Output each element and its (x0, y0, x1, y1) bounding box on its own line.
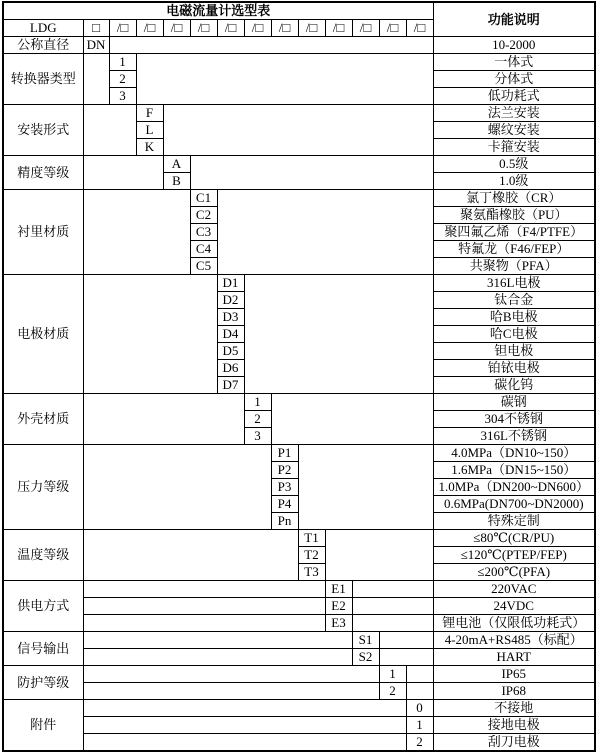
spacer-cell (271, 394, 433, 445)
group-label-cell: 供电方式 (3, 581, 83, 632)
option-code-cell: F (136, 105, 163, 122)
table-row (3, 530, 595, 547)
option-code-cell: E2 (325, 598, 352, 615)
spacer-cell (406, 683, 433, 700)
model-slot-cell: /□ (109, 20, 136, 37)
option-code-cell: 2 (406, 734, 433, 752)
spacer-cell (83, 632, 352, 649)
group-label-cell: 转换器类型 (3, 54, 83, 105)
function-cell: 刮刀电极 (433, 734, 595, 752)
group-label-cell: 电极材质 (3, 275, 83, 394)
spacer-cell (352, 615, 433, 632)
dn-label-cell: 公称直径 (3, 37, 83, 54)
spacer-cell (406, 666, 433, 683)
spacer-cell (352, 598, 433, 615)
function-cell: 氯丁橡胶（CR） (433, 190, 595, 207)
option-code-cell: 3 (244, 428, 271, 445)
spacer-cell (83, 105, 136, 156)
table-row (3, 666, 595, 683)
model-slot-cell: /□ (244, 20, 271, 37)
function-cell: IP68 (433, 683, 595, 700)
table-row (3, 683, 595, 700)
function-cell: HART (433, 649, 595, 666)
table-row (3, 649, 595, 666)
function-cell: 法兰安装 (433, 105, 595, 122)
function-cell: 0.6MPa(DN700~DN2000) (433, 496, 595, 513)
option-code-cell: S2 (352, 649, 379, 666)
spacer-cell (83, 530, 298, 581)
spacer-cell (190, 156, 433, 190)
function-cell: 4-20mA+RS485（标配） (433, 632, 595, 649)
spacer-cell (83, 275, 217, 394)
table-row (3, 394, 595, 411)
function-cell: ≤200℃(PFA) (433, 564, 595, 581)
page (0, 1, 600, 750)
spacer-cell (83, 598, 325, 615)
option-code-cell: 3 (109, 88, 136, 105)
table-row (3, 445, 595, 462)
group-label-cell: 精度等级 (3, 156, 83, 190)
option-code-cell: T1 (298, 530, 325, 547)
model-slot-cell: /□ (379, 20, 406, 37)
spacer-cell (83, 683, 379, 700)
option-code-cell: T3 (298, 564, 325, 581)
option-code-cell: C1 (190, 190, 217, 207)
spacer-cell (83, 581, 325, 598)
option-code-cell: D7 (217, 377, 244, 394)
spacer-cell (136, 54, 433, 105)
spacer-cell (217, 190, 433, 275)
function-cell: 1.6MPa（DN15~150） (433, 462, 595, 479)
function-cell: 1.0MPa（DN200~DN600） (433, 479, 595, 496)
function-cell: ≤120℃(PTEP/FEP) (433, 547, 595, 564)
option-code-cell: K (136, 139, 163, 156)
option-code-cell: 2 (379, 683, 406, 700)
function-cell: 哈B电极 (433, 309, 595, 326)
function-cell: 低功耗式 (433, 88, 595, 105)
function-cell: 1.0级 (433, 173, 595, 190)
spacer-cell (163, 105, 433, 156)
function-cell: 聚四氟乙烯（F4/PTFE） (433, 224, 595, 241)
option-code-cell: L (136, 122, 163, 139)
table-title: 电磁流量计选型表 (3, 2, 433, 20)
spacer-cell (83, 649, 352, 666)
table-row (3, 581, 595, 598)
function-cell: 316L不锈钢 (433, 428, 595, 445)
option-code-cell: T2 (298, 547, 325, 564)
option-code-cell: P1 (271, 445, 298, 462)
function-cell: 卡箍安装 (433, 139, 595, 156)
option-code-cell: C2 (190, 207, 217, 224)
option-code-cell: 0 (406, 700, 433, 717)
function-cell: 螺纹安装 (433, 122, 595, 139)
function-cell: 碳钢 (433, 394, 595, 411)
spacer-cell (244, 275, 433, 394)
spacer-cell (298, 445, 433, 530)
table-row (3, 700, 595, 717)
function-cell: 哈C电极 (433, 326, 595, 343)
function-cell: IP65 (433, 666, 595, 683)
spacer-cell (83, 700, 406, 717)
spacer-cell (379, 632, 433, 649)
model-slot-cell: /□ (271, 20, 298, 37)
spacer-cell (83, 190, 190, 275)
group-label-cell: 附件 (3, 700, 83, 752)
table-row (3, 54, 595, 71)
option-code-cell: A (163, 156, 190, 173)
option-code-cell: D5 (217, 343, 244, 360)
model-prefix-cell: LDG (3, 20, 83, 37)
function-cell: 24VDC (433, 598, 595, 615)
table-row (3, 734, 595, 752)
function-cell: 共聚物（PFA） (433, 258, 595, 275)
model-slot-cell: /□ (325, 20, 352, 37)
function-cell: 接地电极 (433, 717, 595, 734)
spacer-cell (83, 734, 406, 752)
spacer-cell (352, 581, 433, 598)
function-cell: 铂铱电极 (433, 360, 595, 377)
group-label-cell: 防护等级 (3, 666, 83, 700)
function-cell: 分体式 (433, 71, 595, 88)
function-cell: 220VAC (433, 581, 595, 598)
spacer-cell (109, 37, 433, 54)
table-row (3, 105, 595, 122)
table-row (3, 632, 595, 649)
spacer-cell (83, 666, 379, 683)
spacer-cell (83, 615, 325, 632)
option-code-cell: D2 (217, 292, 244, 309)
table-row (3, 156, 595, 173)
option-code-cell: D6 (217, 360, 244, 377)
table-row (3, 37, 595, 54)
function-cell: 304不锈钢 (433, 411, 595, 428)
table-row (3, 615, 595, 632)
function-cell: 锂电池（仅限低功耗式） (433, 615, 595, 632)
option-code-cell: C3 (190, 224, 217, 241)
option-code-cell: 2 (244, 411, 271, 428)
table-row (3, 717, 595, 734)
function-cell: ≤80℃(CR/PU) (433, 530, 595, 547)
function-cell: 一体式 (433, 54, 595, 71)
function-cell: 特殊定制 (433, 513, 595, 530)
model-slot-cell: /□ (163, 20, 190, 37)
option-code-cell: B (163, 173, 190, 190)
table-row (3, 598, 595, 615)
model-slot-cell: /□ (352, 20, 379, 37)
model-slot-cell: /□ (406, 20, 433, 37)
spacer-cell (83, 445, 271, 530)
spacer-cell (83, 394, 244, 445)
function-cell: 钽电极 (433, 343, 595, 360)
function-cell: 316L电极 (433, 275, 595, 292)
option-code-cell: Pn (271, 513, 298, 530)
option-code-cell: D3 (217, 309, 244, 326)
dn-code-cell: DN (83, 37, 109, 54)
table-row (3, 275, 595, 292)
selection-table-body (3, 2, 595, 751)
option-code-cell: 2 (109, 71, 136, 88)
spacer-cell (83, 54, 109, 105)
table-row (3, 2, 595, 20)
option-code-cell: C5 (190, 258, 217, 275)
model-slot-cell: /□ (190, 20, 217, 37)
group-label-cell: 安装形式 (3, 105, 83, 156)
model-slot-cell: /□ (217, 20, 244, 37)
spacer-cell (325, 530, 433, 581)
function-cell: 聚氨酯橡胶（PU） (433, 207, 595, 224)
option-code-cell: C4 (190, 241, 217, 258)
group-label-cell: 外壳材质 (3, 394, 83, 445)
spacer-cell (83, 717, 406, 734)
option-code-cell: 1 (379, 666, 406, 683)
option-code-cell: 1 (406, 717, 433, 734)
option-code-cell: D1 (217, 275, 244, 292)
option-code-cell: E3 (325, 615, 352, 632)
function-cell: 0.5级 (433, 156, 595, 173)
option-code-cell: 1 (244, 394, 271, 411)
group-label-cell: 衬里材质 (3, 190, 83, 275)
group-label-cell: 压力等级 (3, 445, 83, 530)
option-code-cell: E1 (325, 581, 352, 598)
model-dn-box: □ (83, 20, 109, 37)
group-label-cell: 信号输出 (3, 632, 83, 666)
function-cell: 特氟龙（F46/FEP） (433, 241, 595, 258)
model-slot-cell: /□ (136, 20, 163, 37)
group-label-cell: 温度等级 (3, 530, 83, 581)
selection-table (2, 1, 596, 752)
option-code-cell: P2 (271, 462, 298, 479)
function-column-header: 功能说明 (433, 2, 595, 37)
option-code-cell: P4 (271, 496, 298, 513)
function-cell: 钛合金 (433, 292, 595, 309)
spacer-cell (379, 649, 433, 666)
option-code-cell: P3 (271, 479, 298, 496)
option-code-cell: S1 (352, 632, 379, 649)
function-cell: 10-2000 (433, 37, 595, 54)
function-cell: 4.0MPa（DN10~150） (433, 445, 595, 462)
table-row (3, 190, 595, 207)
option-code-cell: D4 (217, 326, 244, 343)
function-cell: 不接地 (433, 700, 595, 717)
model-slot-cell: /□ (298, 20, 325, 37)
option-code-cell: 1 (109, 54, 136, 71)
function-cell: 碳化钨 (433, 377, 595, 394)
spacer-cell (83, 156, 163, 190)
